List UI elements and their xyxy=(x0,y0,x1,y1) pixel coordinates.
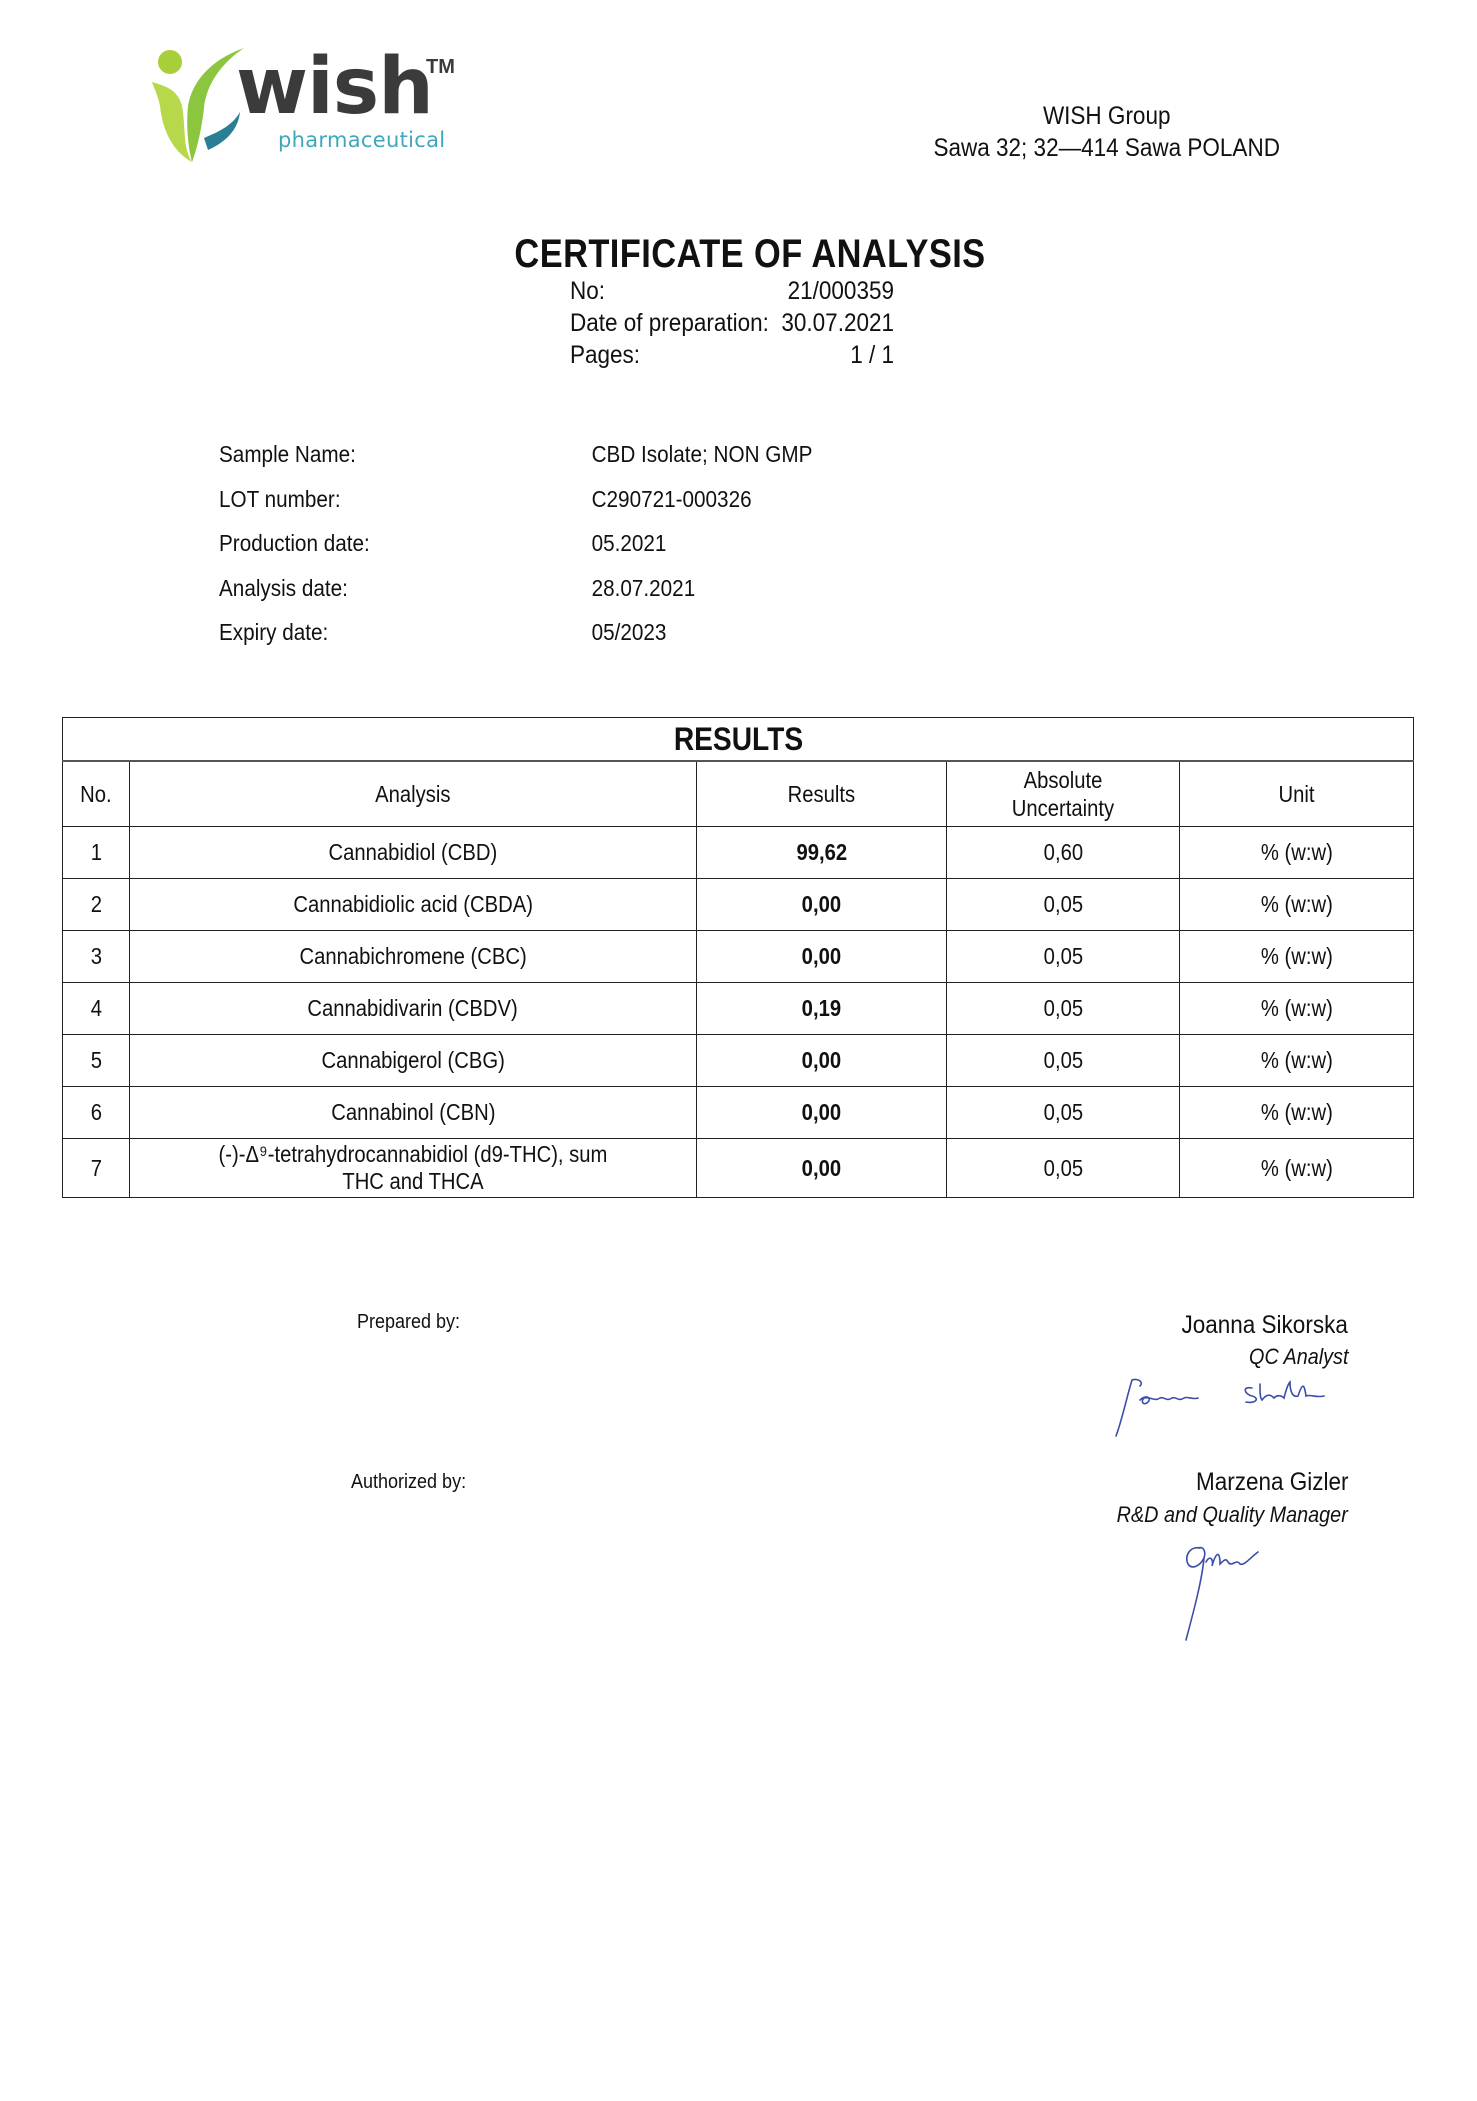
info-row-analysis-date xyxy=(219,575,849,605)
cell-analysis xyxy=(129,1139,696,1198)
row-uncertainty-text: 0,05 xyxy=(1043,1099,1084,1125)
cell-no xyxy=(63,1035,130,1087)
info-label: Sample Name: xyxy=(219,441,356,467)
info-label: Analysis date: xyxy=(219,575,348,601)
logo-trademark: TM xyxy=(426,56,455,78)
cell-analysis xyxy=(129,1087,696,1139)
row-analysis-text: (-)-Δ⁹-tetrahydrocannabidiol (d9-THC), sum THC and THCA xyxy=(218,1141,608,1194)
logo-wordmark: wish xyxy=(236,42,433,132)
header-analysis: Analysis xyxy=(129,761,696,827)
cell-unit xyxy=(1180,931,1414,983)
logo-subtitle: pharmaceutical xyxy=(278,128,446,152)
results-caption-row xyxy=(63,718,1414,762)
cell-result xyxy=(696,1035,947,1087)
row-unit-text: % (w:w) xyxy=(1260,891,1333,917)
logo-figure-icon xyxy=(148,46,248,164)
info-value: 05/2023 xyxy=(591,619,667,645)
row-analysis-text: Cannabidiolic acid (CBDA) xyxy=(293,891,533,917)
cell-uncertainty xyxy=(947,931,1180,983)
cell-uncertainty xyxy=(947,1087,1180,1139)
row-no-text: 4 xyxy=(90,995,102,1021)
table-row xyxy=(63,827,1414,879)
preparer-signature-icon xyxy=(1110,1370,1370,1450)
results-caption: RESULTS xyxy=(63,718,1414,762)
header-uncertainty: Absolute Uncertainty xyxy=(947,761,1180,827)
row-analysis-text: Cannabidiol (CBD) xyxy=(328,839,498,865)
meta-value: 21/000359 xyxy=(787,277,894,305)
row-result-text: 99,62 xyxy=(796,839,847,865)
company-logo xyxy=(148,42,468,164)
cell-result xyxy=(696,983,947,1035)
prepared-by-label: Prepared by: xyxy=(357,1311,461,1333)
cell-result xyxy=(696,879,947,931)
row-unit-text: % (w:w) xyxy=(1260,839,1333,865)
header-results: Results xyxy=(696,761,947,827)
info-value: CBD Isolate; NON GMP xyxy=(591,441,813,467)
table-row xyxy=(63,931,1414,983)
row-result-text: 0,00 xyxy=(801,891,842,917)
table-row xyxy=(63,1139,1414,1198)
cell-unit xyxy=(1180,983,1414,1035)
cell-no xyxy=(63,1087,130,1139)
authorizer-role: R&D and Quality Manager xyxy=(1116,1502,1348,1527)
row-no-text: 7 xyxy=(90,1154,102,1181)
row-unit-text: % (w:w) xyxy=(1260,1099,1333,1125)
row-no-text: 1 xyxy=(90,839,102,865)
cell-result xyxy=(696,827,947,879)
info-value: 28.07.2021 xyxy=(591,575,696,601)
authorized-by-label: Authorized by: xyxy=(351,1471,467,1493)
table-row xyxy=(63,983,1414,1035)
row-no-text: 6 xyxy=(90,1099,102,1125)
row-unit-text: % (w:w) xyxy=(1260,1047,1333,1073)
row-uncertainty-text: 0,05 xyxy=(1043,995,1084,1021)
cell-analysis xyxy=(129,1035,696,1087)
info-label: Expiry date: xyxy=(219,619,329,645)
cell-unit xyxy=(1180,1139,1414,1198)
row-analysis-text: Cannabichromene (CBC) xyxy=(299,943,527,969)
authorizer-signature-icon xyxy=(1170,1540,1290,1650)
info-value: 05.2021 xyxy=(591,530,667,556)
meta-label: Date of preparation: xyxy=(570,309,769,337)
table-row xyxy=(63,1087,1414,1139)
info-value: C290721-000326 xyxy=(591,486,752,512)
table-row xyxy=(63,879,1414,931)
row-no-text: 5 xyxy=(90,1047,102,1073)
meta-label: Pages: xyxy=(570,341,641,369)
cell-uncertainty xyxy=(947,827,1180,879)
cell-no xyxy=(63,1139,130,1198)
cell-result xyxy=(696,1087,947,1139)
row-uncertainty-text: 0,05 xyxy=(1043,1047,1084,1073)
row-unit-text: % (w:w) xyxy=(1260,943,1333,969)
row-uncertainty-text: 0,60 xyxy=(1043,839,1084,865)
cell-uncertainty xyxy=(947,1139,1180,1198)
cell-analysis xyxy=(129,983,696,1035)
table-row xyxy=(63,1035,1414,1087)
cell-uncertainty xyxy=(947,1035,1180,1087)
info-row-lot-number xyxy=(219,486,849,516)
cell-no xyxy=(63,931,130,983)
meta-row-pages xyxy=(570,341,894,373)
cell-analysis xyxy=(129,827,696,879)
cell-unit xyxy=(1180,879,1414,931)
row-unit-text: % (w:w) xyxy=(1260,995,1333,1021)
results-table xyxy=(62,717,1414,1198)
header-unit: Unit xyxy=(1180,761,1414,827)
meta-value: 1 / 1 xyxy=(850,341,894,369)
results-header-row xyxy=(63,761,1414,827)
cell-unit xyxy=(1180,827,1414,879)
row-analysis-text: Cannabinol (CBN) xyxy=(330,1099,495,1125)
row-uncertainty-text: 0,05 xyxy=(1043,943,1084,969)
row-result-text: 0,00 xyxy=(801,1154,842,1181)
info-row-production-date xyxy=(219,530,849,560)
header-no: No. xyxy=(63,761,130,827)
meta-row-number xyxy=(570,277,894,309)
cell-unit xyxy=(1180,1035,1414,1087)
meta-row-date xyxy=(570,309,894,341)
cell-result xyxy=(696,931,947,983)
row-analysis-text: Cannabigerol (CBG) xyxy=(321,1047,505,1073)
cell-uncertainty xyxy=(947,983,1180,1035)
info-label: Production date: xyxy=(219,530,370,556)
company-address: Sawa 32; 32—414 Sawa POLAND xyxy=(933,134,1280,162)
meta-label: No: xyxy=(570,277,606,305)
row-result-text: 0,19 xyxy=(801,995,842,1021)
row-result-text: 0,00 xyxy=(801,943,842,969)
cell-unit xyxy=(1180,1087,1414,1139)
preparer-role: QC Analyst xyxy=(1248,1344,1348,1369)
cell-no xyxy=(63,983,130,1035)
row-result-text: 0,00 xyxy=(801,1099,842,1125)
preparer-name: Joanna Sikorska xyxy=(1181,1311,1348,1339)
row-analysis-text: Cannabidivarin (CBDV) xyxy=(307,995,519,1021)
row-result-text: 0,00 xyxy=(801,1047,842,1073)
cell-analysis xyxy=(129,879,696,931)
cell-no xyxy=(63,879,130,931)
cell-no xyxy=(63,827,130,879)
authorizer-name: Marzena Gizler xyxy=(1195,1468,1348,1496)
company-address-block xyxy=(934,100,1280,164)
row-no-text: 2 xyxy=(90,891,102,917)
row-unit-text: % (w:w) xyxy=(1260,1154,1333,1181)
info-row-expiry-date xyxy=(219,619,849,649)
info-row-sample-name xyxy=(219,441,849,471)
row-uncertainty-text: 0,05 xyxy=(1043,1154,1084,1181)
company-name: WISH Group xyxy=(1043,102,1171,130)
document-title: CERTIFICATE OF ANALYSIS xyxy=(514,232,986,276)
cell-analysis xyxy=(129,931,696,983)
meta-value: 30.07.2021 xyxy=(781,309,894,337)
info-label: LOT number: xyxy=(219,486,341,512)
row-no-text: 3 xyxy=(90,943,102,969)
cell-result xyxy=(696,1139,947,1198)
cell-uncertainty xyxy=(947,879,1180,931)
row-uncertainty-text: 0,05 xyxy=(1043,891,1084,917)
